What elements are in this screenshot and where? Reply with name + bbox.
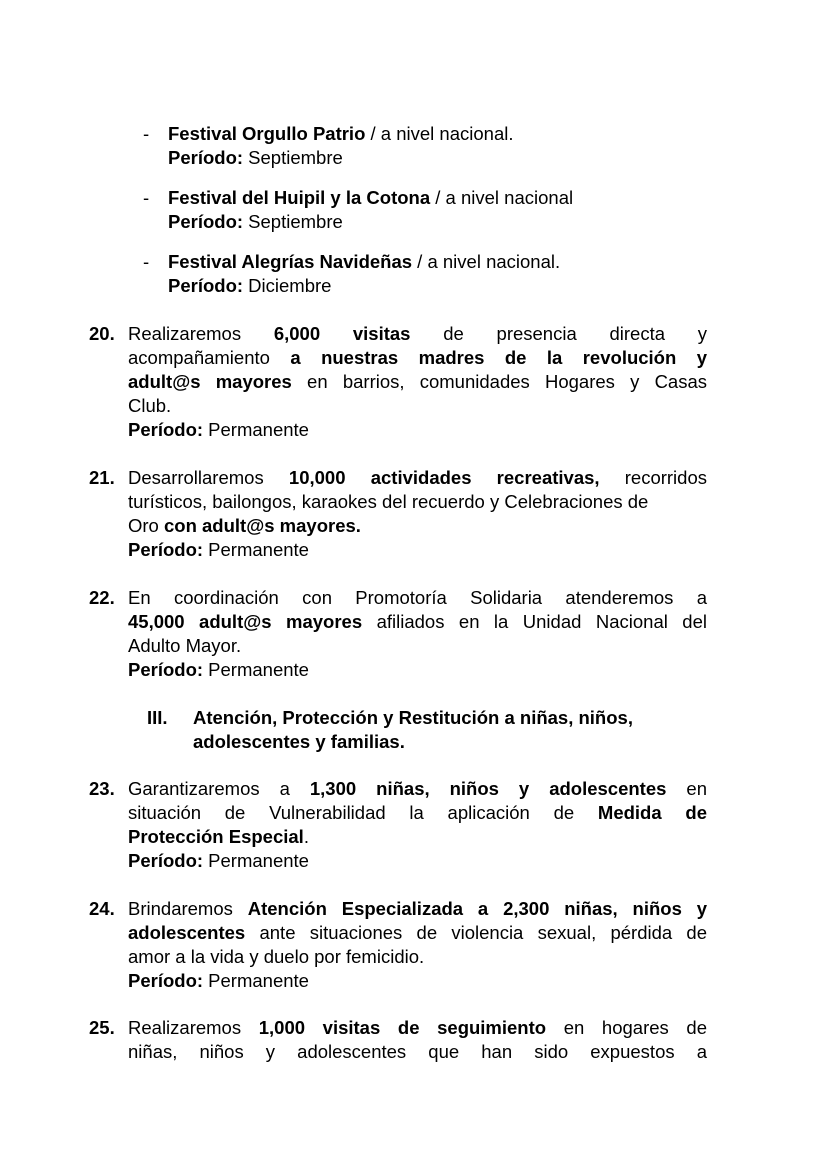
item-23-number: 23.	[89, 778, 115, 799]
item-20-line-2: acompañamiento a nuestras madres de la revolución y	[128, 347, 708, 368]
item-22-line-2: 45,000 adult@s mayores afiliados en la Unidad Nacional del	[128, 611, 707, 632]
item-25-number: 25.	[89, 1017, 115, 1038]
item-20-line-1: Realizaremos 6,000 visitas de presencia directa y	[128, 323, 707, 344]
festival-3-title: Festival Alegrías Navideñas / a nivel nacional.	[168, 251, 561, 272]
item-23-line-1: Garantizaremos a 1,300 niñas, niños y adolescentes en	[128, 778, 708, 799]
item-23-line-2: situación de Vulnerabilidad la aplicación de Medida de	[128, 802, 707, 823]
item-22-number: 22.	[89, 587, 115, 608]
item-22-line-1: En coordinación con Promotoría Solidaria atenderemos a	[128, 587, 707, 608]
item-21-line-2: turísticos, bailongos, karaokes del recuerdo y Celebraciones de	[128, 491, 649, 512]
item-21-number: 21.	[89, 467, 115, 488]
section-heading-line-2: adolescentes y familias.	[193, 731, 405, 752]
item-20-line-4: Club.	[128, 395, 172, 416]
bullet-dash: -	[143, 251, 150, 272]
bullet-dash: -	[143, 187, 150, 208]
item-21-line-3: Oro con adult@s mayores.	[128, 515, 361, 536]
item-22-period: Período: Permanente	[128, 659, 309, 680]
item-24-period: Período: Permanente	[128, 970, 309, 991]
festival-1-period: Período: Septiembre	[168, 147, 343, 168]
festival-1-title: Festival Orgullo Patrio / a nivel nacional.	[168, 123, 514, 144]
festival-3-period: Período: Diciembre	[168, 275, 332, 296]
section-numeral: III.	[147, 707, 168, 728]
festival-2-period: Período: Septiembre	[168, 211, 343, 232]
item-22-line-3: Adulto Mayor.	[128, 635, 242, 656]
item-24-line-3: amor a la vida y duelo por femicidio.	[128, 946, 425, 967]
item-23-line-3: Protección Especial.	[128, 826, 309, 847]
bullet-dash: -	[143, 123, 150, 144]
item-24-line-2: adolescentes ante situaciones de violencia sexual, pérdida de	[128, 922, 707, 943]
section-heading-line-1: Atención, Protección y Restitución a niñas, niños,	[193, 707, 633, 728]
item-25-line-2: niñas, niños y adolescentes que han sido expuestos a	[128, 1041, 707, 1062]
item-24-number: 24.	[89, 898, 115, 919]
item-21-line-1: Desarrollaremos 10,000 actividades recreativas, recorridos	[128, 467, 707, 488]
item-20-number: 20.	[89, 323, 115, 344]
item-20-line-3: adult@s mayores en barrios, comunidades Hogares y Casas	[128, 371, 708, 392]
item-24-line-1: Brindaremos Atención Especializada a 2,300 niñas, niños y	[128, 898, 708, 919]
item-21-period: Período: Permanente	[128, 539, 309, 560]
item-23-period: Período: Permanente	[128, 850, 309, 871]
item-20-period: Período: Permanente	[128, 419, 309, 440]
item-25-line-1: Realizaremos 1,000 visitas de seguimiento en hogares de	[128, 1017, 707, 1038]
festival-2-title: Festival del Huipil y la Cotona / a nivel nacional	[168, 187, 574, 208]
